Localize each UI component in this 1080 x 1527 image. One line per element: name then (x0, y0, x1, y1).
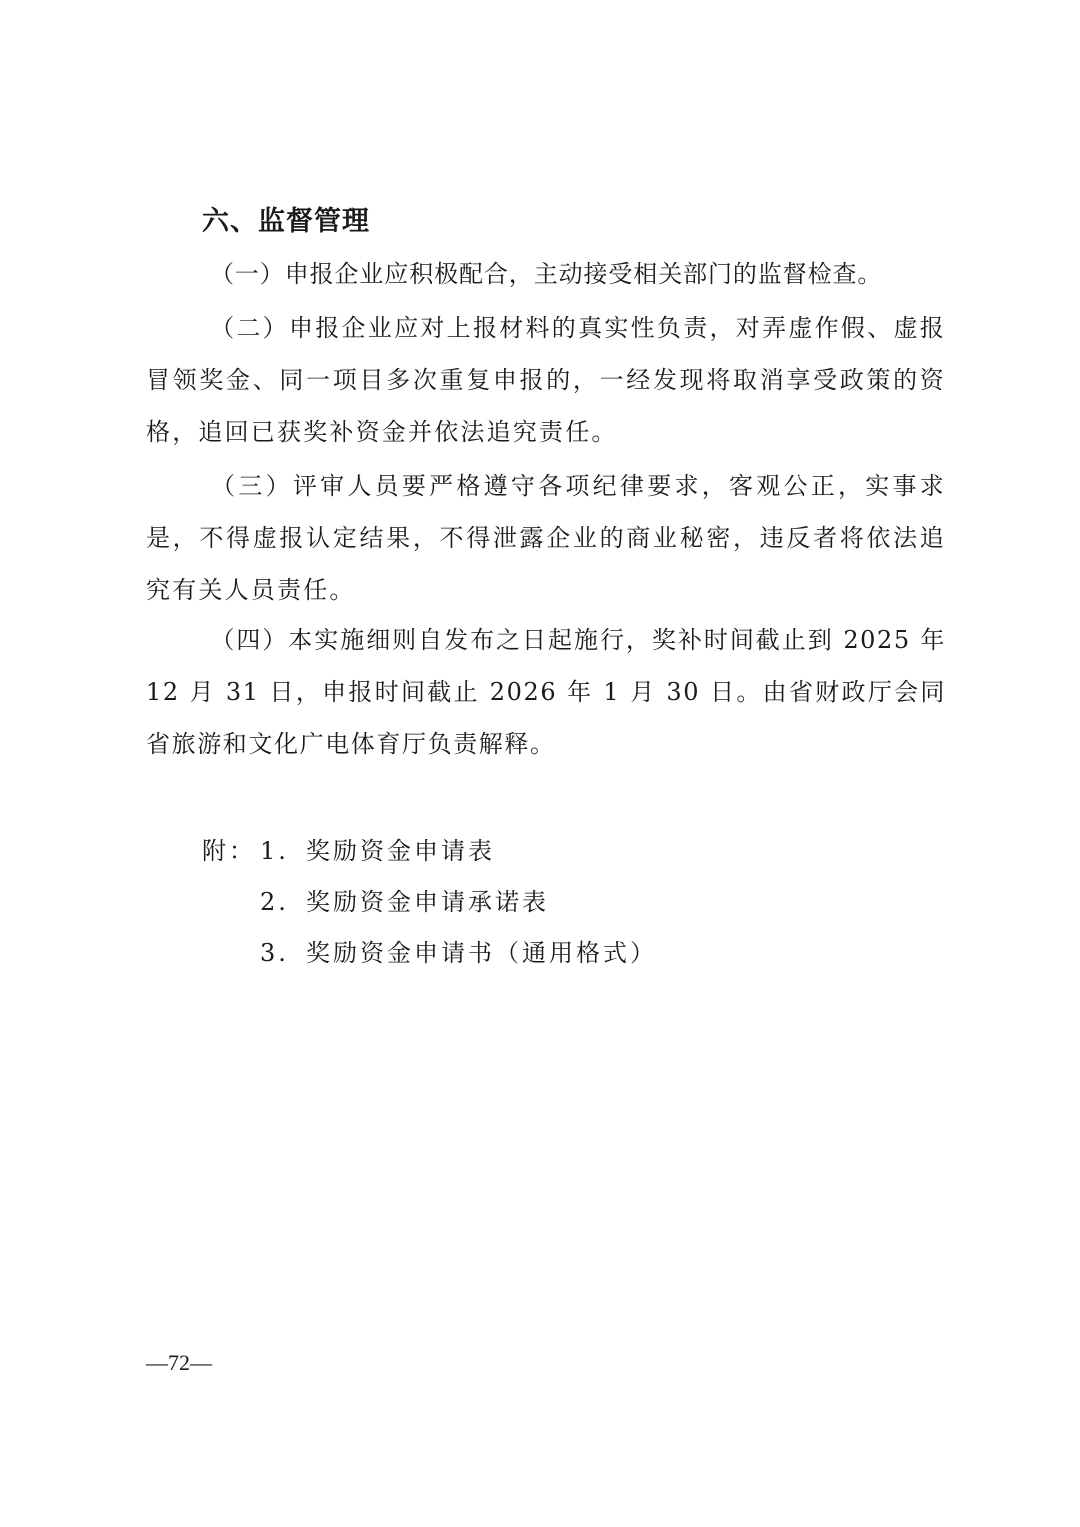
paragraph-2 (146, 302, 946, 458)
attachment-item (202, 877, 657, 928)
attachment-title: 奖励资金申请承诺表 (306, 888, 549, 916)
paragraph-2-text: （二）申报企业应对上报材料的真实性负责，对弄虚作假、虚报冒领奖金、同一项目多次重复申报的，一经发现将取消享受政策的资格，追回已获奖补资金并依法追究责任。 (146, 314, 946, 446)
attachments-list (202, 826, 657, 979)
paragraph-1 (146, 248, 946, 300)
page-number: —72— (146, 1350, 212, 1375)
attachment-title: 奖励资金申请表 (306, 837, 495, 865)
paragraph-4-text: （四）本实施细则自发布之日起施行，奖补时间截止到 2025 年 12 月 31 日，申报时间截止 2026 年 1 月 30 日。由省财政厅会同省旅游和文化广电体育厅负责解释。 (146, 626, 946, 758)
attachment-item (202, 826, 657, 877)
spacer (202, 928, 260, 979)
attachment-number: 1. (260, 837, 289, 865)
attachments-label: 附： (202, 837, 256, 865)
paragraph-3-text: （三）评审人员要严格遵守各项纪律要求，客观公正，实事求是，不得虚报认定结果，不得泄露企业的商业秘密，违反者将依法追究有关人员责任。 (146, 472, 946, 604)
attachment-item (202, 928, 657, 979)
spacer (202, 877, 260, 928)
section-heading: 六、监督管理 (202, 206, 370, 237)
paragraph-3 (146, 460, 946, 616)
attachment-title: 奖励资金申请书（通用格式） (306, 939, 657, 967)
paragraph-4 (146, 614, 946, 770)
paragraph-1-text: （一）申报企业应积极配合，主动接受相关部门的监督检查。 (210, 260, 883, 288)
attachment-number: 3. (260, 939, 289, 967)
attachment-number: 2. (260, 888, 289, 916)
